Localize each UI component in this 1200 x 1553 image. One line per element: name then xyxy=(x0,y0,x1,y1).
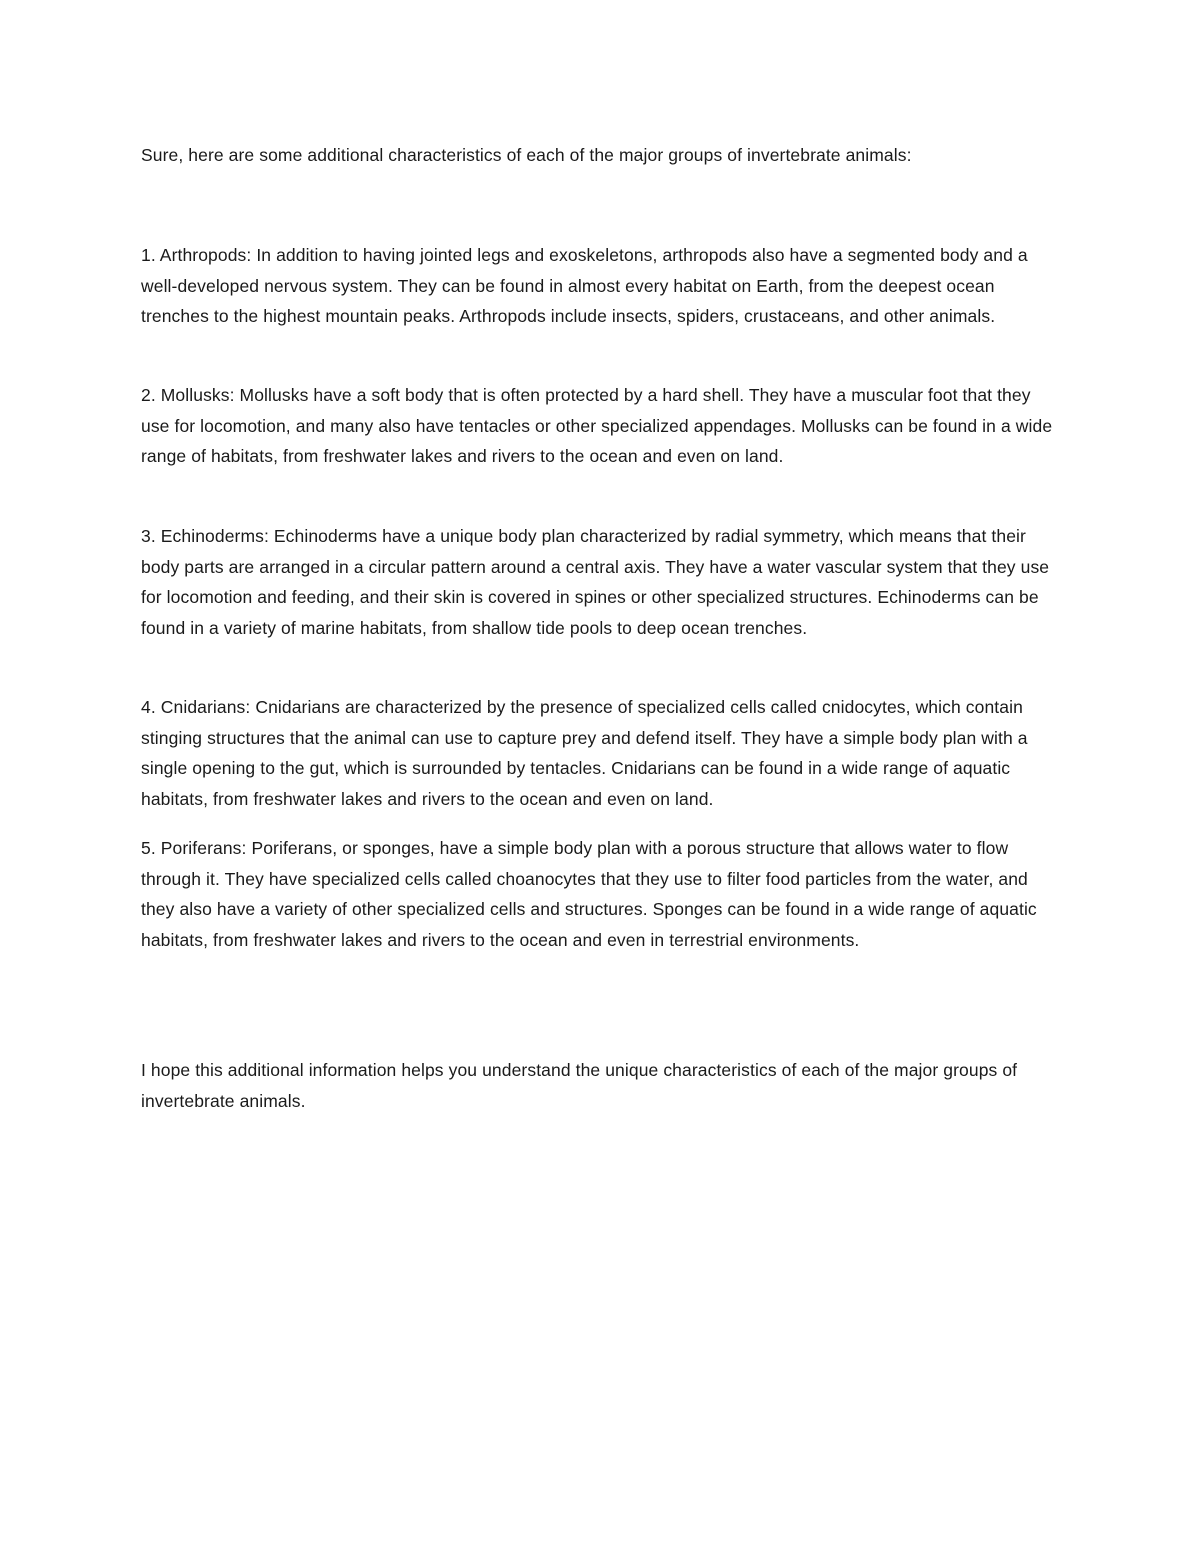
closing-paragraph: I hope this additional information helps you understand the unique characteristics of each of the major groups of invertebrate animals. xyxy=(141,1060,1018,1111)
list-item-mollusks: 2. Mollusks: Mollusks have a soft body that is often protected by a hard shell. They have a muscular foot that they use for locomotion, and many also have tentacles or other specialized appendages. Mollusks can be found in a wide range of habitats, from freshwater lakes and rivers to the ocean and even on land. xyxy=(141,385,1053,466)
list-item-echinoderms: 3. Echinoderms: Echinoderms have a unique body plan characterized by radial symmetry, which means that their body parts are arranged in a circular pattern around a central axis. They have a water vascular system that they use for locomotion and feeding, and their skin is covered in spines or other specialized structures. Echinoderms can be found in a variety of marine habitats, from shallow tide pools to deep ocean trenches. xyxy=(141,526,1050,638)
intro-paragraph: Sure, here are some additional characteristics of each of the major groups of invertebrate animals: xyxy=(141,145,912,165)
list-item-arthropods: 1. Arthropods: In addition to having jointed legs and exoskeletons, arthropods also have a segmented body and a well-developed nervous system. They can be found in almost every habitat on Earth, from the deepest ocean trenches to the highest mountain peaks. Arthropods include insects, spiders, crustaceans, and other animals. xyxy=(141,245,1028,326)
list-item-poriferans: 5. Poriferans: Poriferans, or sponges, have a simple body plan with a porous structure that allows water to flow through it. They have specialized cells called choanocytes that they use to filter food particles from the water, and they also have a variety of other specialized cells and structures. Sponges can be found in a wide range of aquatic habitats, from freshwater lakes and rivers to the ocean and even in terrestrial environments. xyxy=(141,838,1037,950)
list-item-cnidarians: 4. Cnidarians: Cnidarians are characterized by the presence of specialized cells called cnidocytes, which contain stinging structures that the animal can use to capture prey and defend itself. They have a simple body plan with a single opening to the gut, which is surrounded by tentacles. Cnidarians can be found in a wide range of aquatic habitats, from freshwater lakes and rivers to the ocean and even on land. xyxy=(141,697,1028,809)
